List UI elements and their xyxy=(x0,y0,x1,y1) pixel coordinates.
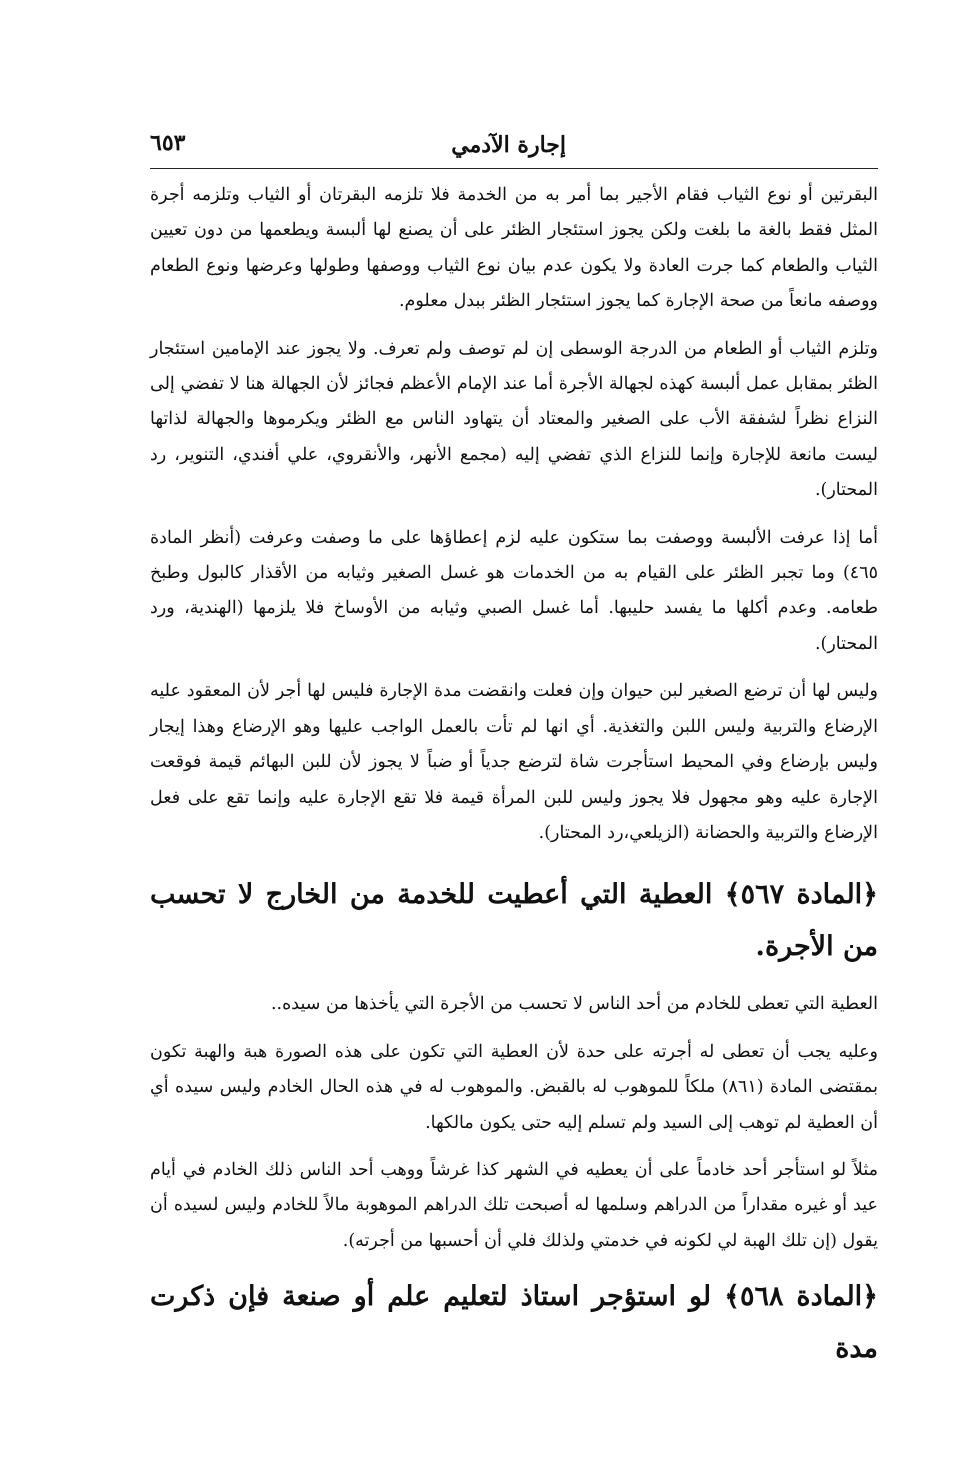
article-568-heading: ﴿المادة ٥٦٨﴾ لو استؤجر استاذ لتعليم علم أو صنعة فإن ذكرت مدة xyxy=(150,1281,878,1365)
page-body xyxy=(150,178,878,1389)
page-header xyxy=(150,128,878,168)
paragraph-3: أما إذا عرفت الألبسة ووصفت بما ستكون عليه لزم إعطاؤها على ما وصفت وعرفت (أنظر المادة ٤٦٥) وما تجبر الظئر على القيام به من الخدمات هو غسل الصغير وثيابه من الأقذار كالبول وطبخ طعامه. وعدم أكلها ما يفسد حليبها. أما غسل الصبي وثيابه من الأوساخ فلا يلزمها (الهندية، ورد المحتار). xyxy=(150,527,878,654)
article-567-paragraph-1: العطية التي تعطى للخادم من أحد الناس لا تحسب من الأجرة التي يأخذها من سيده.. xyxy=(270,994,878,1015)
paragraph-1: البقرتين أو نوع الثياب فقام الأجير بما أمر به من الخدمة فلا تلزمه البقرتان أو الثياب وتلزمه أجرة المثل فقط بالغة ما بلغت ولكن يجوز استئجار الظئر على أن يصنع لها ألبسة ويطعمها من دون تعيين الثياب والطعام كما جرت العادة ولا يكون عدم بيان نوع الثياب ووصفها وطولها وعرضها ونوع الطعام ووصفه مانعاً من صحة الإجارة كما يجوز استئجار الظئر ببدل معلوم. xyxy=(150,185,878,312)
page-number: ٦٥٣ xyxy=(150,130,186,156)
running-title: إجارة الآدمي xyxy=(451,132,566,158)
article-567-heading: ﴿المادة ٥٦٧﴾ العطية التي أعطيت للخدمة من الخارج لا تحسب من الأجرة. xyxy=(150,879,878,963)
paragraph-2: وتلزم الثياب أو الطعام من الدرجة الوسطى إن لم توصف ولم تعرف. ولا يجوز عند الإمامين استئجار الظئر بمقابل عمل ألبسة كهذه لجهالة الأجرة أما عند الإمام الأعظم فجائز لأن الجهالة هنا لا تفضي إلى النزاع نظراً لشفقة الأب على الصغير والمعتاد أن يتهاود الناس مع الظئر ويكرموها والجهالة لذاتها ليست مانعة للإجارة وإنما للنزاع الذي تفضي إليه (مجمع الأنهر، والأنقروي، علي أفندي، التنوير، رد المحتار). xyxy=(150,338,878,501)
article-567-paragraph-3: مثلاً لو استأجر أحد خادماً على أن يعطيه في الشهر كذا غرشاً ووهب أحد الناس ذلك الخادم في أيام عيد أو غيره مقداراً من الدراهم وسلمها له أصبحت تلك الدراهم الموهوبة مالاً للخادم وليس لسيده أن يقول (إن تلك الهبة لي لكونه في خدمتي ولذلك فلي أن أحسبها من أجرته). xyxy=(150,1159,878,1251)
article-567-paragraph-2: وعليه يجب أن تعطى له أجرته على حدة لأن العطية التي تكون على هذه الصورة هبة والهبة تكون بمقتضى المادة (٨٦١) ملكاً للموهوب له بالقبض. والموهوب له في هذه الحال الخادم وليس سيده أي أن العطية لم توهب إلى السيد ولم تسلم إليه حتى يكون مالكها. xyxy=(150,1041,878,1133)
header-divider xyxy=(150,168,878,169)
paragraph-4: وليس لها أن ترضع الصغير لبن حيوان وإن فعلت وانقضت مدة الإجارة فليس لها أجر لأن المعقود عليه الإرضاع والتربية وليس اللبن والتغذية. أي انها لم تأت بالعمل الواجب عليها وهو الإرضاع وهذا إيجار وليس بإرضاع وفي المحيط استأجرت شاة لترضع جدياً أو ضباً لا يجوز لأن للبن البهائم قيمة فوقعت الإجارة عليه وهو مجهول فلا يجوز وليس للبن المرأة قيمة فلا تقع الإجارة عليه وإنما تقع على فعل الإرضاع والتربية والحضانة (الزيلعي،رد المحتار). xyxy=(150,681,878,843)
